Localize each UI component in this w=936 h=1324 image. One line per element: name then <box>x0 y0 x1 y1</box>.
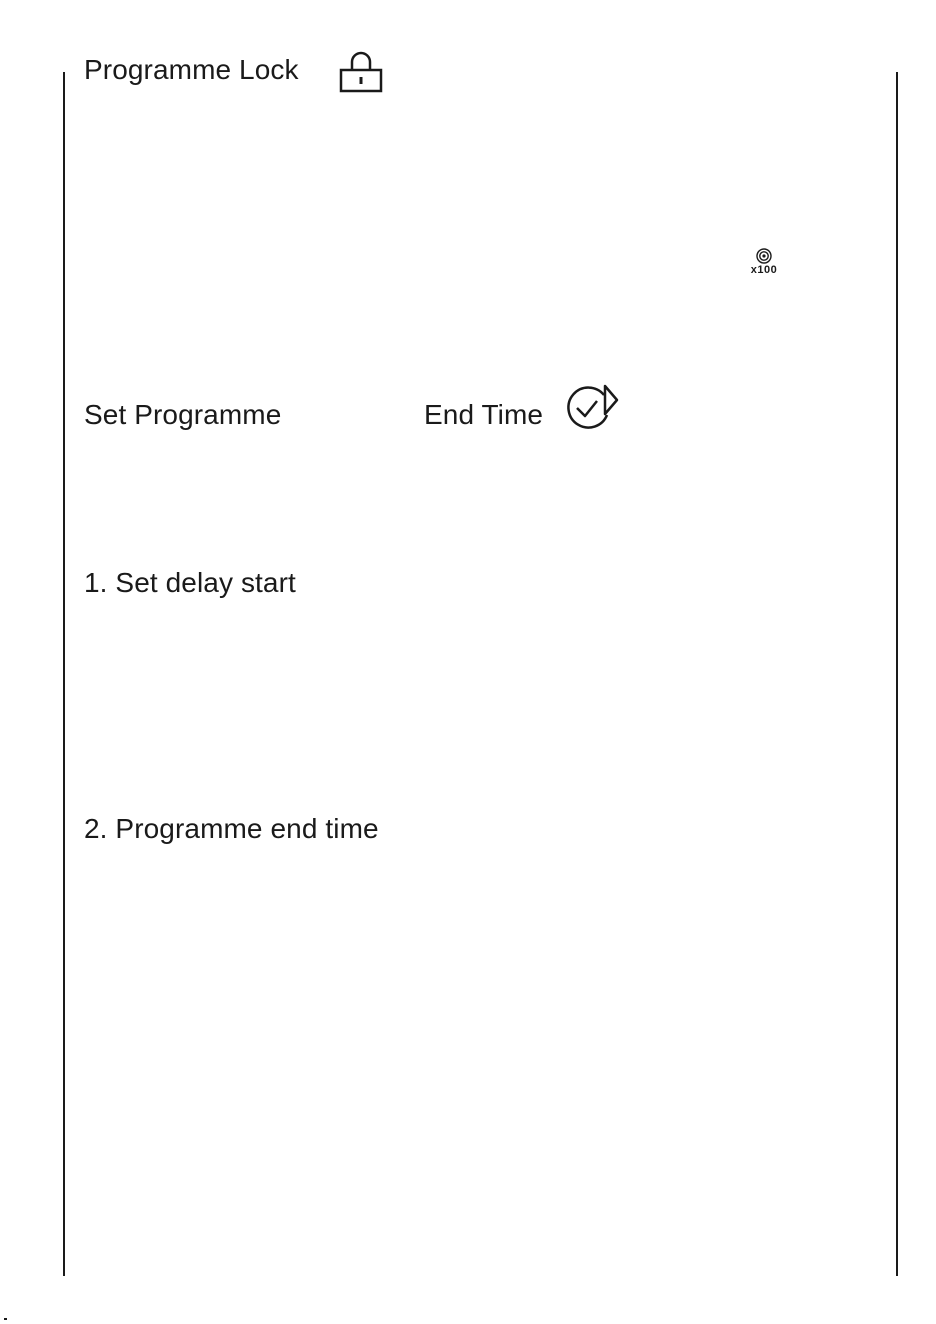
padlock-icon <box>338 50 384 94</box>
spin-speed-icon <box>756 248 772 264</box>
clock-end-time-icon <box>563 383 623 435</box>
set-delay-start-heading: 1. Set delay start <box>84 567 296 598</box>
end-time-heading: End Time <box>424 399 544 430</box>
programme-end-time-heading: 2. Programme end time <box>84 813 379 844</box>
left-margin-rule <box>63 72 65 1276</box>
programme-lock-heading: Programme Lock <box>84 54 299 85</box>
right-margin-rule <box>896 72 898 1276</box>
spin-speed-indicator <box>744 248 784 280</box>
set-programme-heading: Set Programme <box>84 399 282 430</box>
spin-speed-multiplier: x100 <box>750 264 778 276</box>
page-corner-mark <box>4 1318 7 1320</box>
